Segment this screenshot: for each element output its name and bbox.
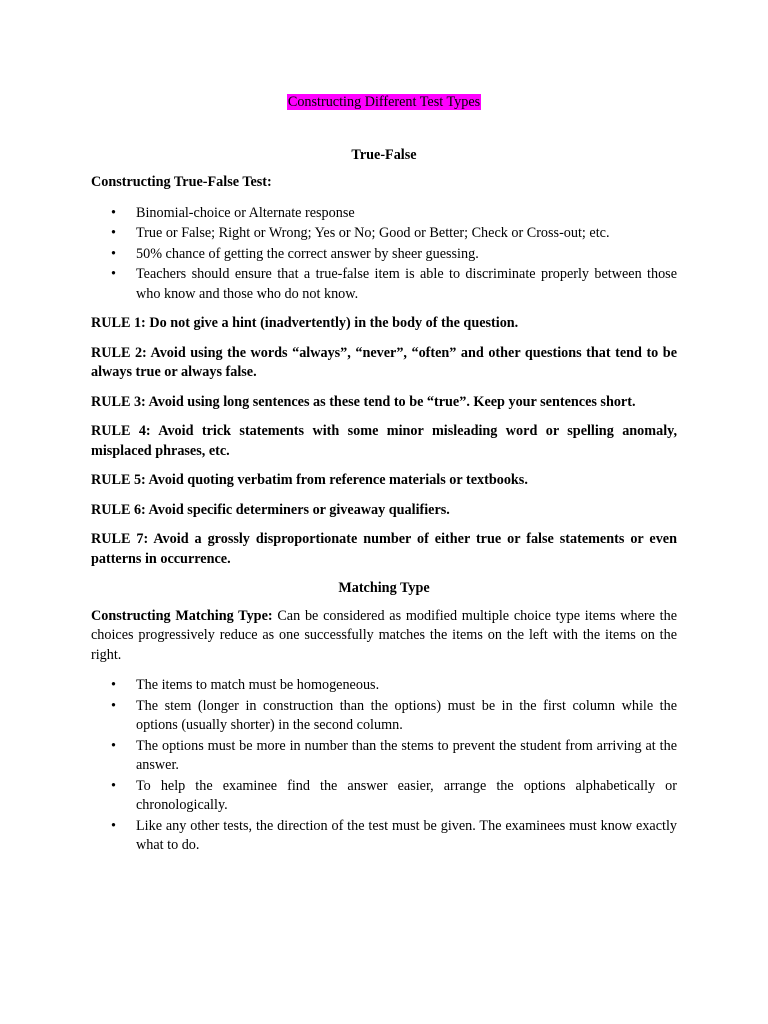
true-false-heading: True-False [351, 146, 417, 163]
list-item: • The items to match must be homogeneous. [91, 676, 677, 696]
list-item: • Teachers should ensure that a true-false item is able to discriminate properly between those who know and those who do not know. [111, 266, 677, 302]
matching-type-intro-text: Can be considered as modified multiple choice type items where the choices progressively reduce as one successfully matches the items on the left with the items on the right. [91, 607, 678, 663]
rule-4: RULE 4: Avoid trick statements with some minor misleading word or spelling anomaly, misplaced phrases, etc. [91, 423, 677, 459]
list-item: • To help the examinee find the answer easier, arrange the options alphabetically or chronologically. [111, 777, 677, 813]
true-false-subheading: Constructing True-False Test: [91, 174, 272, 190]
rule-1: RULE 1: Do not give a hint (inadvertently) in the body of the question. [91, 315, 519, 331]
list-item: • True or False; Right or Wrong; Yes or No; Good or Better; Check or Cross-out; etc. [91, 224, 677, 244]
rule-7: RULE 7: Avoid a grossly disproportionate number of either true or false statements or even patterns in occurrence. [91, 531, 677, 567]
matching-type-intro [91, 607, 677, 666]
document-title-text: Constructing Different Test Types [287, 94, 481, 110]
true-false-bullet-list [91, 204, 677, 305]
bullet-icon: • [111, 245, 116, 262]
matching-type-bullet-list [91, 676, 677, 856]
document-title [91, 93, 677, 113]
bullet-icon: • [111, 697, 116, 714]
rule-3: RULE 3: Avoid using long sentences as these tend to be “true”. Keep your sentences short. [91, 393, 636, 410]
matching-type-intro-label: Constructing Matching Type: [91, 607, 273, 624]
bullet-icon: • [111, 777, 116, 794]
list-item: • Binomial-choice or Alternate response [91, 204, 677, 224]
rule-2: RULE 2: Avoid using the words “always”, “never”, “often” and other questions that tend to be always true or always false. [91, 344, 677, 380]
bullet-icon: • [111, 266, 116, 282]
list-item: • 50% chance of getting the correct answer by sheer guessing. [91, 245, 677, 265]
list-item: • The options must be more in number than the stems to prevent the student from arriving at the answer. [111, 737, 677, 773]
bullet-icon: • [111, 225, 116, 241]
bullet-icon: • [111, 677, 116, 693]
list-item: • Like any other tests, the direction of the test must be given. The examinees must know exactly what to do. [111, 817, 677, 853]
matching-type-heading: Matching Type [338, 580, 430, 596]
bullet-icon: • [111, 737, 116, 754]
rule-6: RULE 6: Avoid specific determiners or giveaway qualifiers. [91, 501, 450, 518]
list-item: • The stem (longer in construction than the options) must be in the first column while the options (usually shorter) in the second column. [111, 697, 677, 733]
bullet-icon: • [111, 817, 116, 834]
rule-5: RULE 5: Avoid quoting verbatim from reference materials or textbooks. [91, 472, 528, 488]
bullet-icon: • [111, 204, 116, 221]
